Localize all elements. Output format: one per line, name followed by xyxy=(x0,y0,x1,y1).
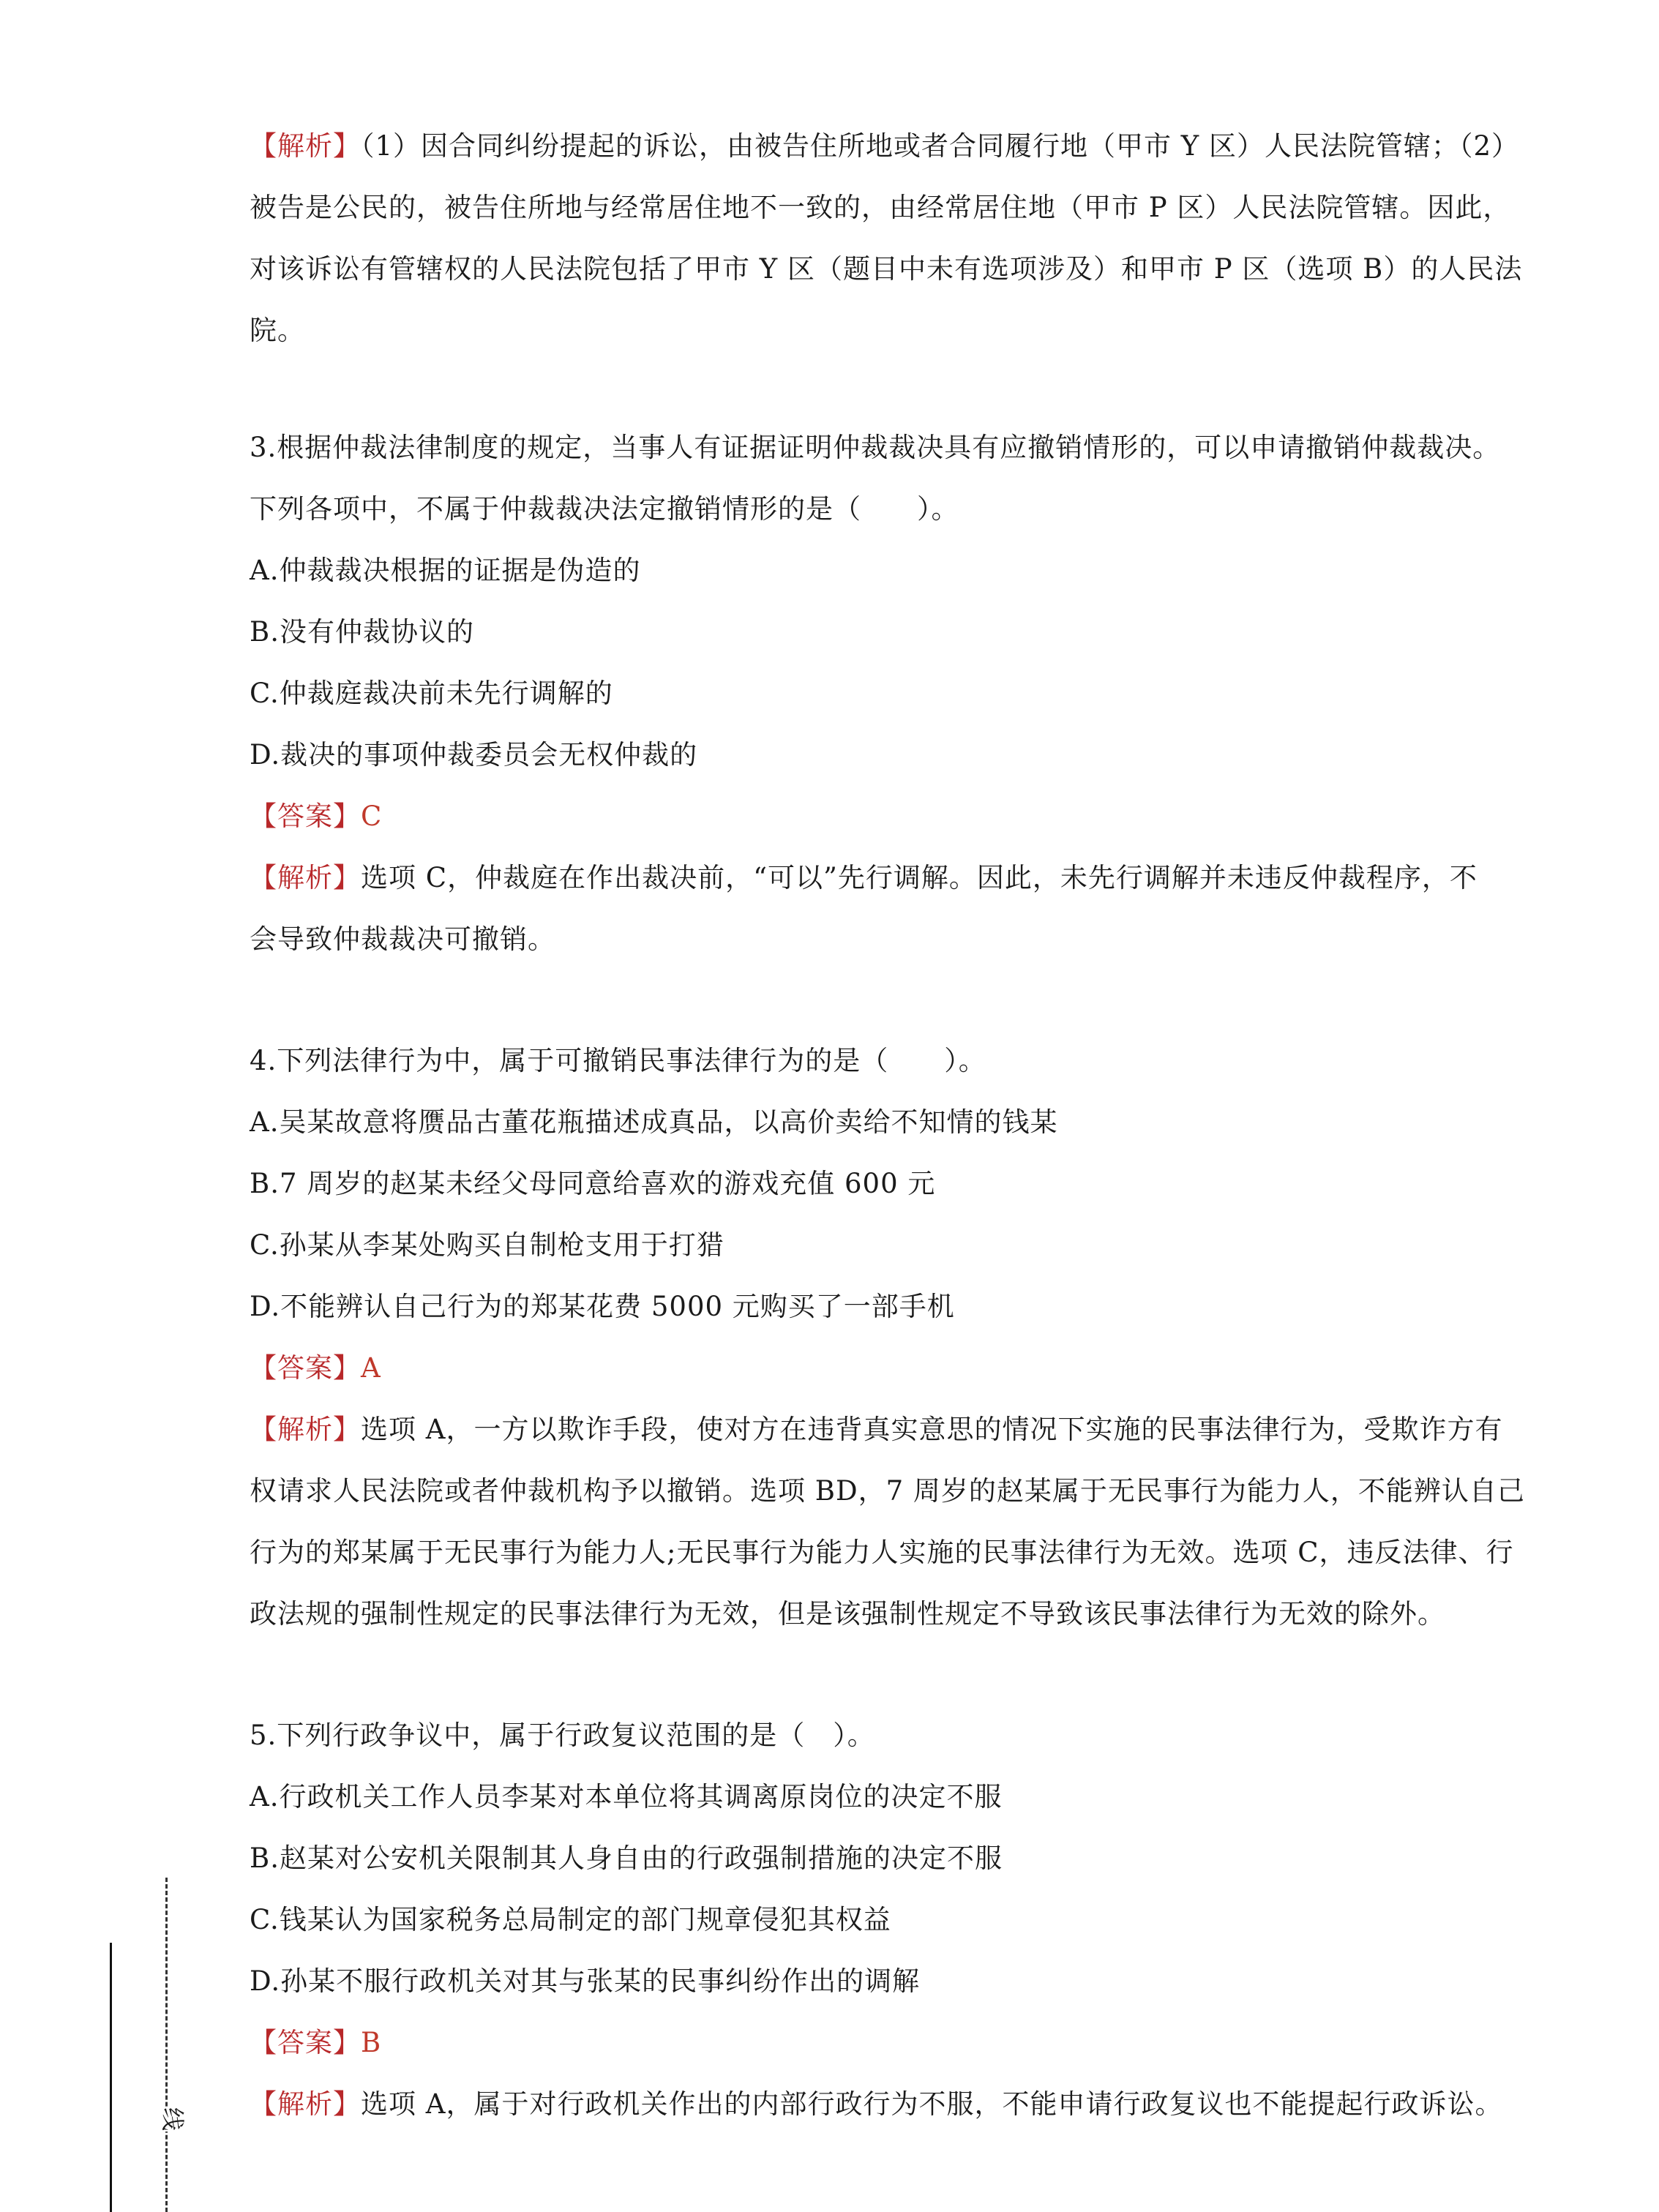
answer-value: B xyxy=(361,2027,382,2058)
q4-option-d: D.不能辨认自己行为的郑某花费 5000 元购买了一部手机 xyxy=(250,1291,955,1322)
q2-analysis xyxy=(250,116,1523,361)
q2-analysis-line: 被告是公民的，被告住所地与经常居住地不一致的，由经常居住地（甲市 P 区）人民法院管辖。因此， xyxy=(250,192,1511,223)
q3-stem-line: 下列各项中，不属于仲裁裁决法定撤销情形的是（ ）。 xyxy=(250,493,959,525)
answer-tag: 【答案】 xyxy=(250,801,361,832)
q3-answer xyxy=(250,786,1494,847)
q5-option-a: A.行政机关工作人员李某对本单位将其调离原岗位的决定不服 xyxy=(250,1781,1003,1812)
q5-option-b: B.赵某对公安机关限制其人身自由的行政强制措施的决定不服 xyxy=(250,1842,1003,1874)
q2-analysis-line: 对该诉讼有管辖权的人民法院包括了甲市 Y 区（题目中未有选项涉及）和甲市 P 区（选项 B）的人民法 xyxy=(250,253,1523,285)
q4-stem-line: 4.下列法律行为中，属于可撤销民事法律行为的是（ ）。 xyxy=(250,1045,986,1076)
question-4 xyxy=(250,1030,1525,1645)
q4-option-b: B.7 周岁的赵某未经父母同意给喜欢的游戏充值 600 元 xyxy=(250,1168,936,1199)
q3-analysis-line: 【解析】选项 C，仲裁庭在作出裁决前，“可以”先行调解。因此，未先行调解并未违反仲裁程序，不 xyxy=(250,862,1478,893)
q3-analysis-line: 会导致仲裁裁决可撤销。 xyxy=(250,923,555,955)
q5-stem-line: 5.下列行政争议中，属于行政复议范围的是（ ）。 xyxy=(250,1720,875,1751)
answer-value: C xyxy=(361,801,383,832)
q3-option-a: A.仲裁裁决根据的证据是伪造的 xyxy=(250,555,641,586)
q4-analysis-line: 行为的郑某属于无民事行为能力人;无民事行为能力人实施的民事法律行为无效。选项 C，违反法律、行 xyxy=(250,1537,1514,1568)
q5-answer xyxy=(250,2012,1494,2074)
binding-solid-line xyxy=(110,1943,112,2212)
q5-option-d: D.孙某不服行政机关对其与张某的民事纠纷作出的调解 xyxy=(250,1965,921,1997)
q4-analysis-line: 权请求人民法院或者仲裁机构予以撤销。选项 BD，7 周岁的赵某属于无民事行为能力人，不能辨认自己 xyxy=(250,1475,1525,1507)
analysis-tag: 【解析】 xyxy=(250,130,361,162)
analysis-tag: 【解析】 xyxy=(250,1414,361,1445)
q4-option-c: C.孙某从李某处购买自制枪支用于打猎 xyxy=(250,1229,724,1261)
q3-stem-line: 3.根据仲裁法律制度的规定，当事人有证据证明仲裁裁决具有应撤销情形的，可以申请撤销仲裁裁决。 xyxy=(250,432,1501,463)
q3-option-b: B.没有仲裁协议的 xyxy=(250,616,474,648)
q2-analysis-line: 院。 xyxy=(250,315,305,346)
answer-tag: 【答案】 xyxy=(250,1352,361,1384)
answer-value: A xyxy=(361,1352,381,1384)
q5-analysis-line: 【解析】选项 A，属于对行政机关作出的内部行政行为不服，不能申请行政复议也不能提起行政诉讼。 xyxy=(250,2088,1503,2120)
q4-answer xyxy=(250,1338,1494,1399)
question-5 xyxy=(250,1705,1503,2135)
analysis-tag: 【解析】 xyxy=(250,862,361,893)
question-3 xyxy=(250,417,1501,970)
binding-line-label: 线 xyxy=(150,2107,185,2132)
q5-option-c: C.钱某认为国家税务总局制定的部门规章侵犯其权益 xyxy=(250,1904,891,1935)
q3-option-d: D.裁决的事项仲裁委员会无权仲裁的 xyxy=(250,739,698,771)
answer-tag: 【答案】 xyxy=(250,2027,361,2058)
analysis-tag: 【解析】 xyxy=(250,2088,361,2120)
q2-analysis-line: 【解析】（1）因合同纠纷提起的诉讼，由被告住所地或者合同履行地（甲市 Y 区）人民法院管辖；（2） xyxy=(250,130,1520,162)
q4-analysis-line: 政法规的强制性规定的民事法律行为无效，但是该强制性规定不导致该民事法律行为无效的除外。 xyxy=(250,1598,1445,1630)
document-body xyxy=(250,116,1525,2135)
binding-dashed-line xyxy=(165,1878,168,2212)
q4-analysis-line: 【解析】选项 A，一方以欺诈手段，使对方在违背真实意思的情况下实施的民事法律行为，受欺诈方有 xyxy=(250,1414,1503,1445)
q4-option-a: A.吴某故意将赝品古董花瓶描述成真品，以高价卖给不知情的钱某 xyxy=(250,1106,1058,1138)
q3-option-c: C.仲裁庭裁决前未先行调解的 xyxy=(250,678,613,709)
